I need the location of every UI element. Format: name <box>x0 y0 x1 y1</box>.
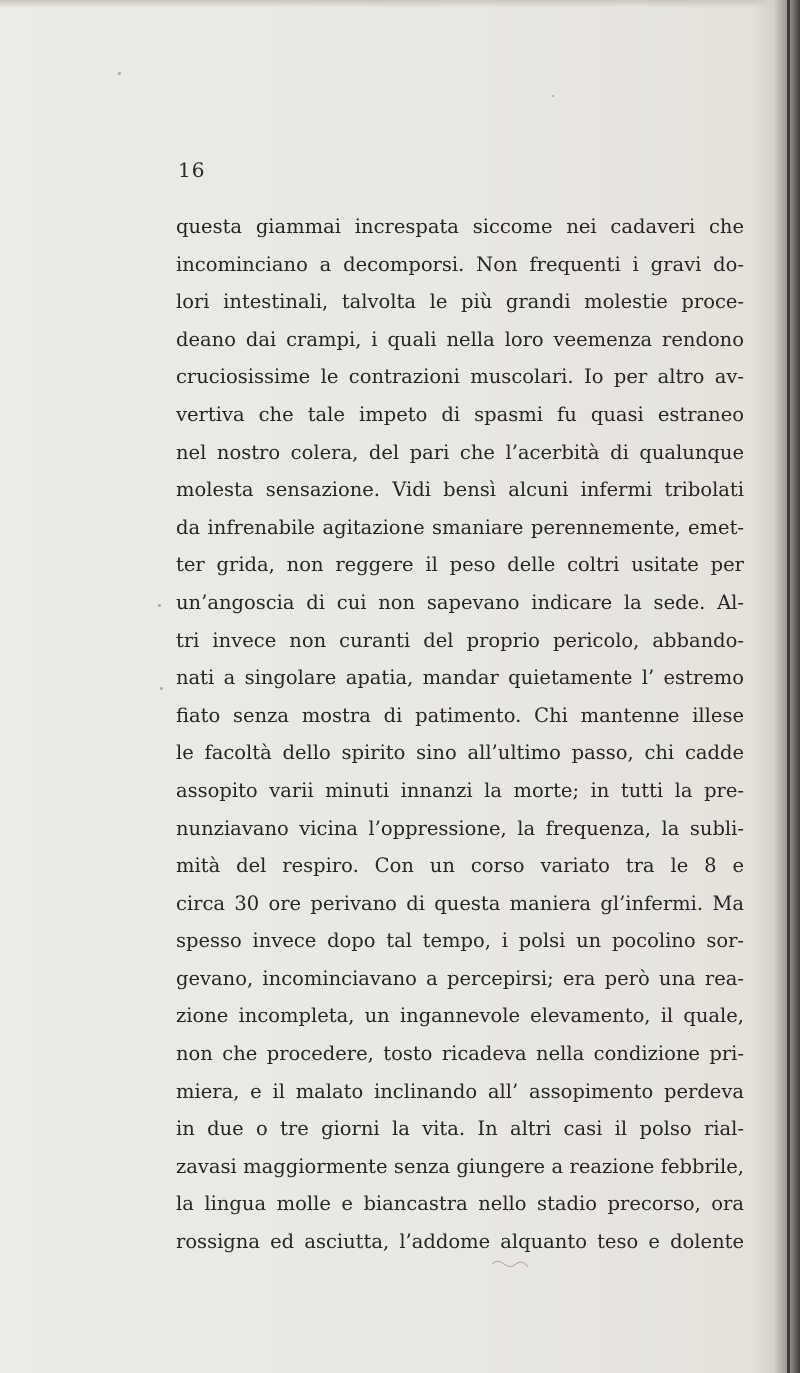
text-line: assopito varii minuti innanzi la morte; in tutti la pre- <box>176 778 744 802</box>
text-line: spesso invece dopo tal tempo, i polsi un pocolino sor- <box>176 929 744 953</box>
text-line: zione incompleta, un ingannevole elevamento, il quale, <box>176 1004 744 1028</box>
text-line: incominciano a decomporsi. Non frequenti i gravi do- <box>176 252 744 276</box>
text-line: zavasi maggiormente senza giungere a reazione febbrile, <box>176 1154 744 1178</box>
text-line: lori intestinali, talvolta le più grandi molestie proce- <box>176 290 744 314</box>
text-line: un’angoscia di cui non sapevano indicare la sede. Al- <box>176 590 744 614</box>
text-line: rossigna ed asciutta, l’addome alquanto teso e dolente <box>176 1230 744 1254</box>
text-line: nel nostro colera, del pari che l’acerbità di qualunque <box>176 440 744 464</box>
text-line: questa giammai increspata siccome nei cadaveri che <box>176 215 744 238</box>
page-top-edge <box>0 0 800 8</box>
text-line: da infrenabile agitazione smaniare perennemente, emet- <box>176 515 744 539</box>
body-text <box>176 208 744 1261</box>
text-line: fiato senza mostra di patimento. Chi mantenne illese <box>176 703 744 727</box>
text-line: non che procedere, tosto ricadeva nella condizione pri- <box>176 1042 744 1066</box>
text-line: la lingua molle e biancastra nello stadio precorso, ora <box>176 1192 744 1216</box>
text-line: deano dai crampi, i quali nella loro veemenza rendono <box>176 327 744 351</box>
text-line: ter grida, non reggere il peso delle coltri usitate per <box>176 553 744 577</box>
text-line: circa 30 ore perivano di questa maniera gl’infermi. Ma <box>176 891 744 915</box>
page-number: 16 <box>178 158 206 182</box>
book-spine-shadow <box>752 0 800 1373</box>
text-line: mità del respiro. Con un corso variato tra le 8 e <box>176 854 744 878</box>
paper-speck <box>552 95 554 97</box>
text-line: le facoltà dello spirito sino all’ultimo passo, chi cadde <box>176 741 744 765</box>
text-line: vertiva che tale impeto di spasmi fu quasi estraneo <box>176 402 744 426</box>
text-line: tri invece non curanti del proprio pericolo, abbando- <box>176 628 744 652</box>
book-spine-edge <box>787 0 790 1373</box>
paper-mark <box>490 1258 530 1270</box>
text-line: nunziavano vicina l’oppressione, la frequenza, la subli- <box>176 816 744 840</box>
paper-speck <box>118 72 121 75</box>
paper-speck <box>160 687 163 690</box>
text-line: in due o tre giorni la vita. In altri casi il polso rial- <box>176 1117 744 1141</box>
text-line: cruciosissime le contrazioni muscolari. Io per altro av- <box>176 365 744 389</box>
text-line: molesta sensazione. Vidi bensì alcuni infermi tribolati <box>176 478 744 502</box>
text-line: gevano, incominciavano a percepirsi; era però una rea- <box>176 966 744 990</box>
paper-speck <box>158 604 161 607</box>
text-line: miera, e il malato inclinando all’ assopimento perdeva <box>176 1079 744 1103</box>
text-line: nati a singolare apatia, mandar quietamente l’ estremo <box>176 666 744 690</box>
